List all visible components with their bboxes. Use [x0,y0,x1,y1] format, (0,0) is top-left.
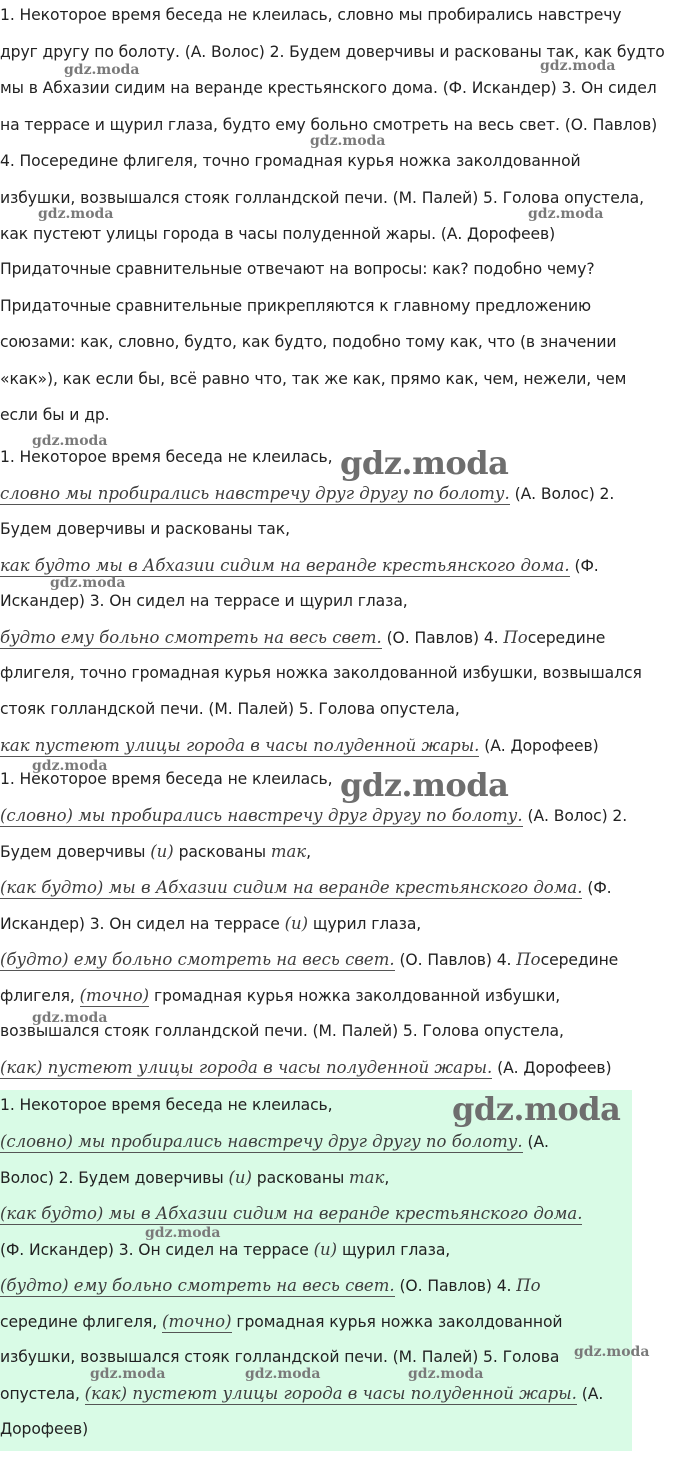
text-fragment: (О. Павлов) 4. [394,1277,517,1295]
clause-underline [0,648,382,649]
text-fragment: избушки, возвышался стояк голландской печи. (М. Палей) 5. Голова опустела, [0,188,644,207]
handwritten-fragment: (словно) мы пробирались навстречу друг другу по болоту. [0,1132,523,1151]
text-fragment: Будем доверчивы и раскованы так, [0,520,290,538]
answer-step-3-line [0,1096,333,1114]
watermark: gdz.moda [452,1090,621,1128]
handwritten-fragment: (как будто) мы в Абхазии сидим на веранде крестьянского дома. [0,1204,583,1223]
text-fragment: раскованы [173,843,271,861]
text-fragment: флигеля, точно громадная курья ножка заколдованной избушки, возвышался [0,664,642,682]
handwritten-fragment: (словно) мы пробирались навстречу друг другу по болоту. [0,806,523,825]
text-fragment: громадная курья ножка заколдованной избушки, [149,987,561,1005]
watermark: gdz.moda [408,1366,484,1382]
answer-step-2-line [0,806,627,825]
text-fragment: (А. [576,1385,604,1403]
clause-underline [0,970,395,971]
clause-underline [0,504,510,505]
watermark: gdz.moda [574,1344,650,1360]
handwritten-fragment: (будто) ему больно смотреть на весь свет. [0,950,395,969]
text-fragment: Придаточные сравнительные отвечают на вопросы: как? подобно чему? [0,260,595,278]
answer-step-3-line [0,1132,549,1151]
clause-underline [0,1296,395,1297]
text-fragment: Волос) 2. Будем доверчивы [0,1169,229,1187]
answer-step-1-line [0,556,599,575]
answer-step-1-line [0,520,290,538]
text-fragment: середине [540,951,619,969]
answer-step-3-line [0,1384,603,1403]
clause-underline [0,826,523,827]
text-fragment: (О. Павлов) 4. [394,951,517,969]
text-fragment: друг другу по болоту. (А. Волос) 2. Будем доверчивы и раскованы так, как будто [0,42,665,61]
answer-step-1-line [0,448,333,466]
original-text-line [0,79,657,97]
text-fragment: Искандер) 3. Он сидел на террасе [0,915,285,933]
text-fragment: (А. Волос) 2. [522,807,628,825]
answer-step-1-line [0,664,642,682]
handwritten-fragment: (точно) [162,1312,232,1331]
text-fragment: громадная курья ножка заколдованной [231,1313,563,1331]
text-fragment: если бы и др. [0,406,110,424]
answer-step-2-line [0,1058,611,1077]
text-fragment: (А. Дорофеев) [492,1059,612,1077]
text-fragment: (А. Дорофеев) [479,737,599,755]
watermark: gdz.moda [310,133,386,149]
answer-step-2-line [0,986,560,1005]
clause-underline [162,1332,232,1333]
text-fragment: мы в Абхазии сидим на веранде крестьянского дома. (Ф. Искандер) 3. Он сидел [0,79,657,97]
original-text-line [0,225,555,243]
watermark: gdz.moda [32,433,108,449]
watermark: gdz.moda [340,766,509,804]
theory-line [0,297,591,315]
handwritten-fragment: как будто мы в Абхазии сидим на веранде крестьянского дома. [0,556,570,575]
text-fragment: Будем доверчивы [0,843,151,861]
handwritten-fragment: (и) [228,1168,252,1187]
answer-step-3-line [0,1420,88,1438]
text-fragment: , [384,1169,390,1187]
text-fragment: опустела, [0,1385,85,1403]
handwritten-fragment: По [516,950,541,969]
handwritten-fragment: (будто) ему больно смотреть на весь свет. [0,1276,395,1295]
text-fragment: середине [527,629,606,647]
theory-line [0,370,626,388]
clause-underline [0,898,582,899]
answer-step-1-line [0,736,599,755]
text-fragment: 1. Некоторое время беседа не клеилась, [0,1096,333,1114]
text-fragment: Искандер) 3. Он сидел на террасе и щурил глаза, [0,592,408,610]
original-text-line [0,152,581,170]
clause-underline [80,1006,150,1007]
text-fragment: Дорофеев) [0,1420,89,1438]
handwritten-fragment: (и) [150,842,174,861]
clause-underline [0,1078,492,1079]
text-fragment: 1. Некоторое время беседа не клеилась, [0,448,333,466]
text-fragment: , [306,843,312,861]
watermark: gdz.moda [50,575,126,591]
answer-step-2-line [0,914,421,933]
text-fragment: на террасе и щурил глаза, будто ему больно смотреть на весь свет. (О. Павлов) [0,115,658,134]
watermark: gdz.moda [528,206,604,222]
text-fragment: 1. Некоторое время беседа не клеилась, словно мы пробирались навстречу [0,6,622,24]
handwritten-fragment: (и) [313,1240,338,1259]
answer-step-3-line [0,1348,559,1366]
watermark: gdz.moda [540,58,616,74]
text-fragment: раскованы [251,1169,350,1187]
clause-underline [0,1224,582,1225]
answer-step-3-line [0,1240,450,1259]
text-fragment: (Ф. [582,879,612,897]
handwritten-fragment: (точно) [79,986,150,1005]
answer-step-2-line [0,950,618,969]
text-fragment: 1. Некоторое время беседа не клеилась, [0,770,333,788]
text-fragment: середине флигеля, [0,1313,163,1331]
text-fragment: 4. Посередине флигеля, точно громадная курья ножка заколдованной [0,152,581,170]
text-fragment: (А. Волос) 2. [509,485,615,503]
text-fragment: щурил глаза, [337,1241,451,1259]
answer-step-2-line [0,878,612,897]
text-fragment: «как»), как если бы, всё равно что, так же как, прямо как, чем, нежели, чем [0,369,627,388]
handwritten-fragment: так [349,1168,385,1187]
handwritten-fragment: будто ему больно смотреть на весь свет. [0,628,382,647]
handwritten-fragment: (как) пустеют улицы города в часы полуденной жары. [0,1058,493,1077]
answer-step-1-line [0,484,614,503]
watermark: gdz.moda [340,444,509,482]
watermark: gdz.moda [64,62,140,78]
answer-step-3-line [0,1204,582,1223]
watermark: gdz.moda [90,1366,166,1382]
text-fragment: Придаточные сравнительные прикрепляются к главному предложению [0,296,592,315]
text-fragment: союзами: как, словно, будто, как будто, подобно тому как, что (в значении [0,333,617,351]
original-text-line [0,189,644,207]
clause-underline [0,1152,523,1153]
clause-underline [85,1404,577,1405]
theory-line [0,406,110,424]
answer-step-1-line [0,700,460,718]
handwritten-fragment: как пустеют улицы города в часы полуденной жары. [0,736,480,755]
answer-step-2-line [0,842,311,861]
answer-step-1-line [0,628,605,647]
text-fragment: (А. [522,1133,549,1151]
handwritten-fragment: (и) [284,914,309,933]
text-fragment: флигеля, [0,987,80,1005]
clause-underline [0,756,479,757]
handwritten-fragment: (как) пустеют улицы города в часы полуденной жары. [84,1384,577,1403]
handwritten-fragment: словно мы пробирались навстречу друг другу по болоту. [0,484,510,503]
watermark: gdz.moda [32,758,108,774]
text-fragment: (Ф. [569,557,599,575]
watermark: gdz.moda [145,1225,221,1241]
text-fragment: стояк голландской печи. (М. Палей) 5. Голова опустела, [0,700,460,718]
answer-step-1-line [0,592,408,610]
handwritten-fragment: (как будто) мы в Абхазии сидим на веранде крестьянского дома. [0,878,583,897]
watermark: gdz.moda [38,206,114,222]
watermark: gdz.moda [32,1010,108,1026]
original-text-line [0,6,621,24]
text-fragment: избушки, возвышался стояк голландской печи. (М. Палей) 5. Голова [0,1348,560,1366]
theory-line [0,260,595,278]
handwritten-fragment: По [503,628,528,647]
text-fragment: щурил глаза, [308,915,422,933]
text-fragment: (Ф. Искандер) 3. Он сидел на террасе [0,1241,314,1259]
watermark: gdz.moda [245,1366,321,1382]
theory-line [0,333,616,351]
handwritten-fragment: так [270,842,307,861]
text-fragment: возвышался стояк голландской печи. (М. Палей) 5. Голова опустела, [0,1022,564,1040]
handwritten-fragment: По [516,1276,541,1295]
original-text-line [0,116,657,134]
answer-step-3-line [0,1276,541,1295]
text-fragment: (О. Павлов) 4. [381,629,504,647]
text-fragment: как пустеют улицы города в часы полуденной жары. (А. Дорофеев) [0,225,556,243]
answer-step-3-line [0,1168,389,1187]
answer-step-3-line [0,1312,562,1331]
